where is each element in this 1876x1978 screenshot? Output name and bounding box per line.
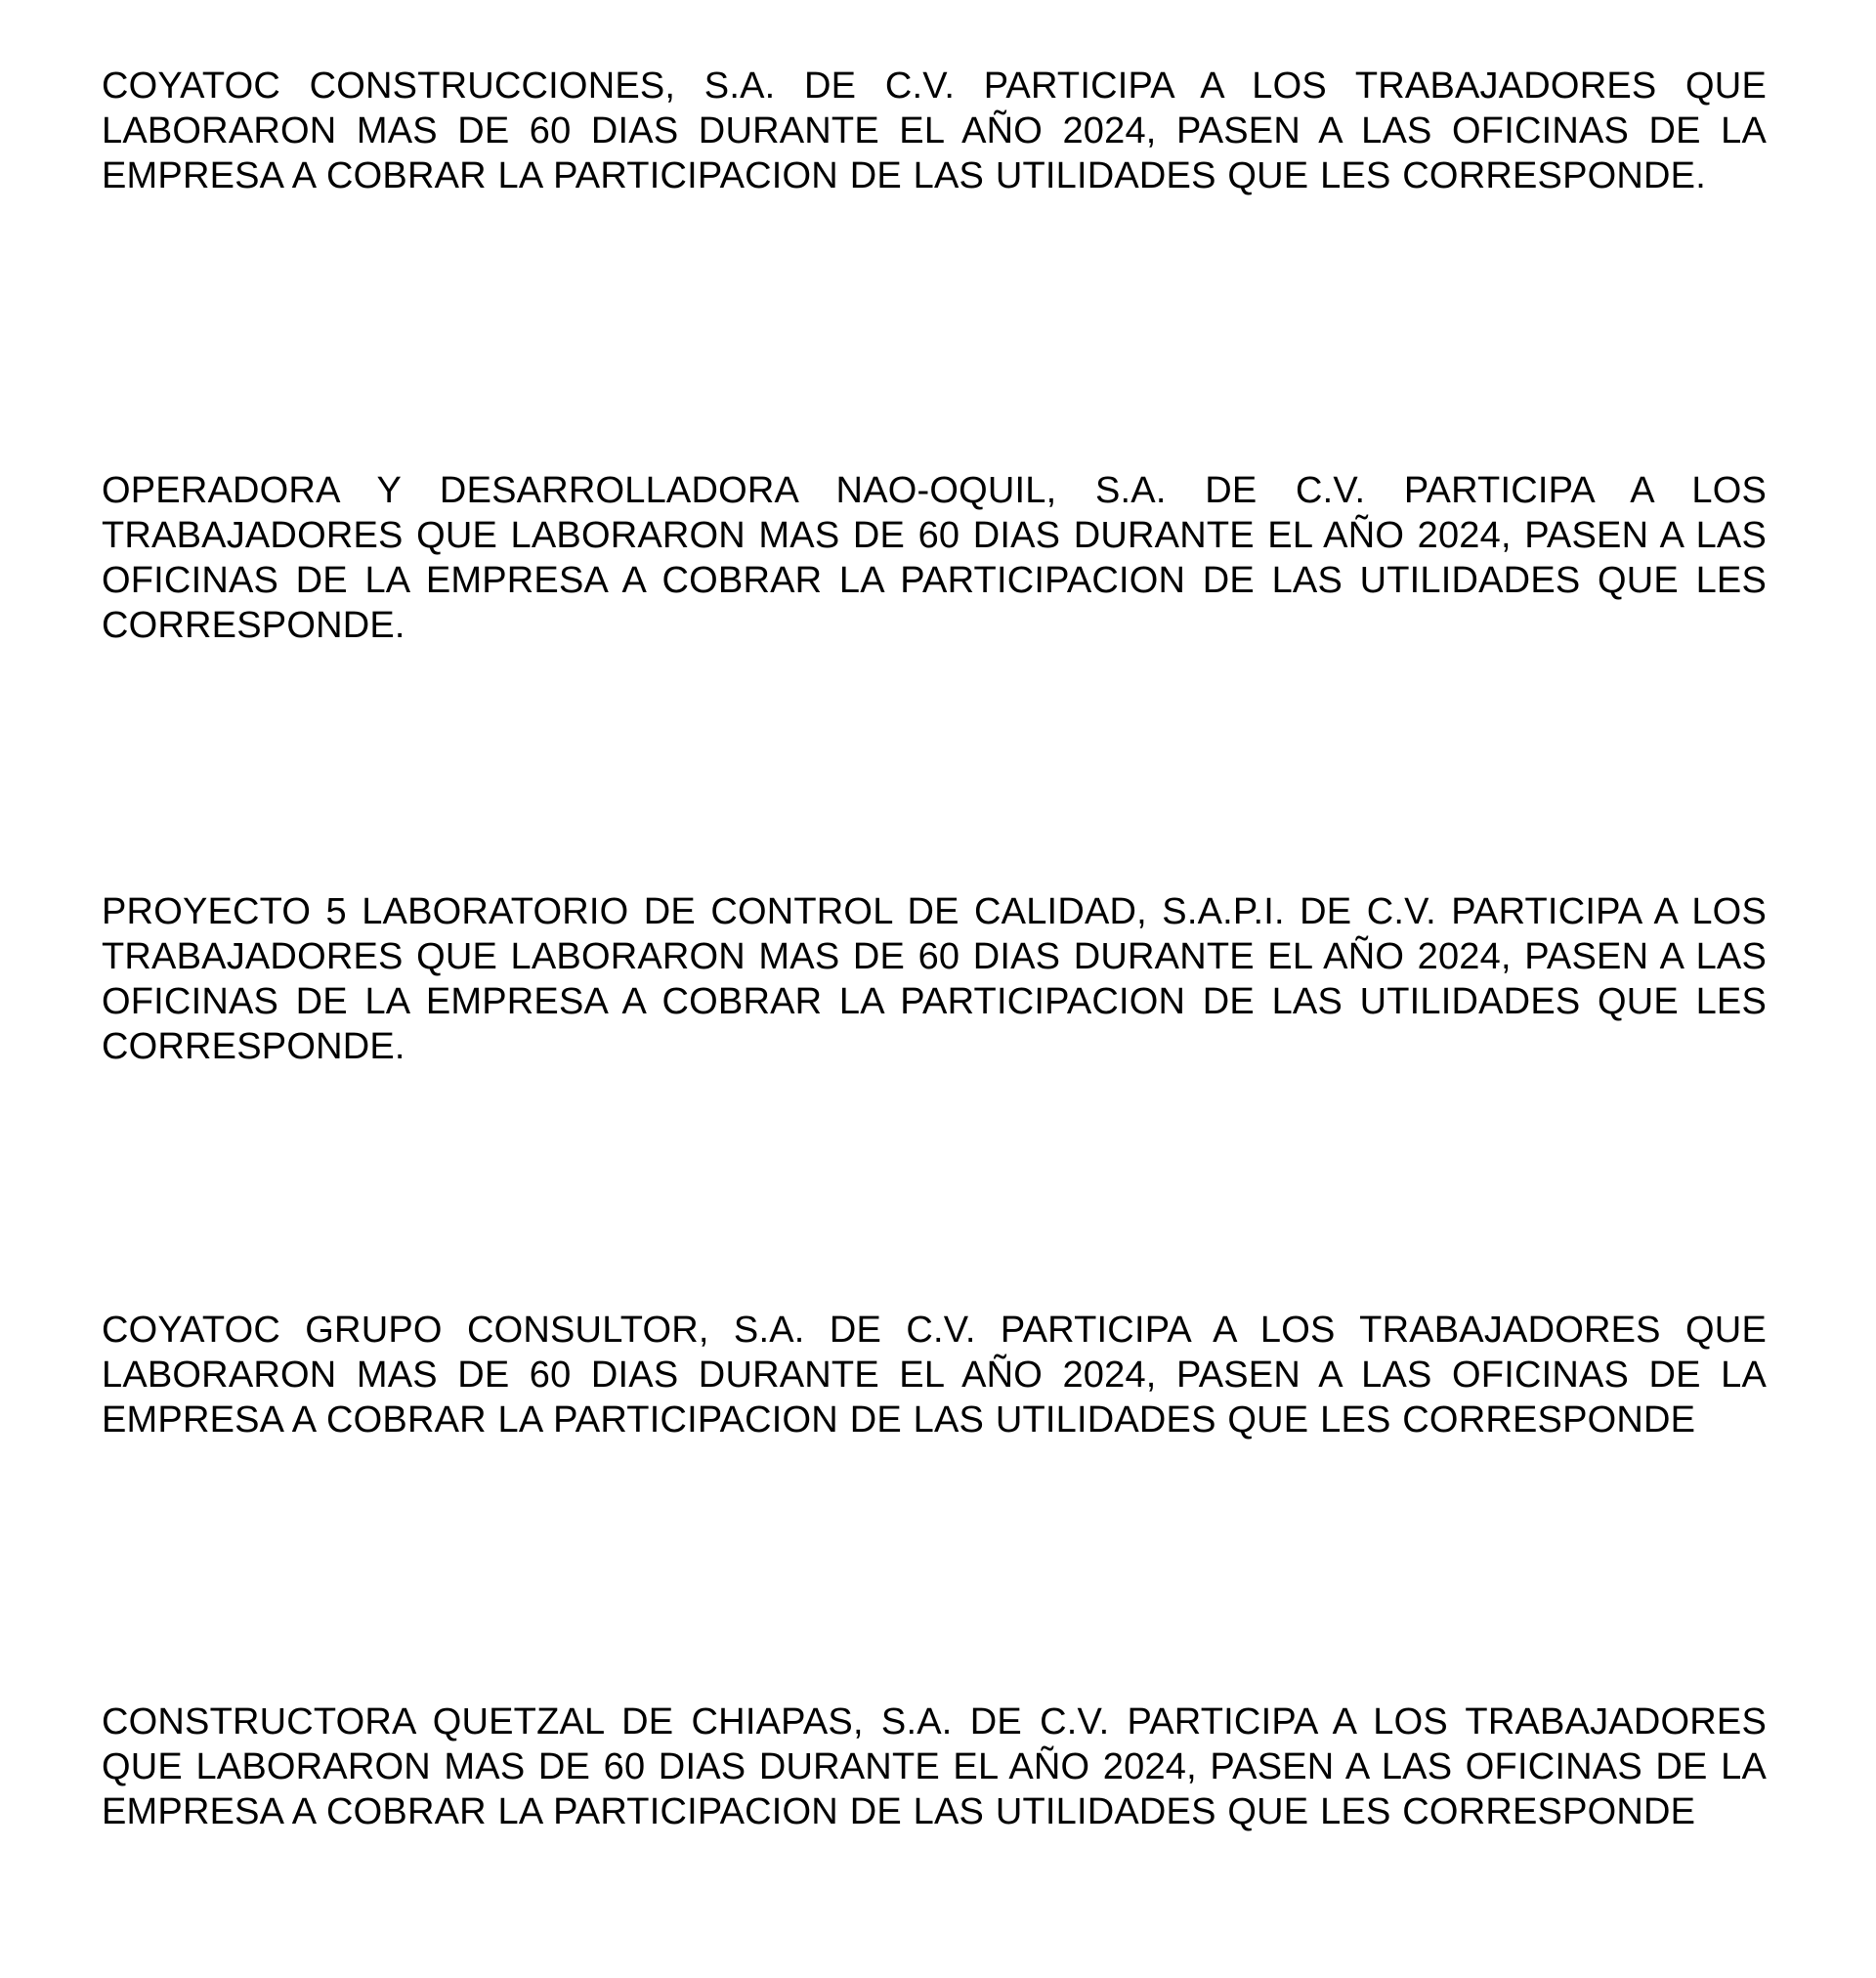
notice-paragraph: COYATOC GRUPO CONSULTOR, S.A. DE C.V. PARTICIPA A LOS TRABAJADORES QUE LABORARON MAS DE 60 DIAS DURANTE EL AÑO 2024, PASEN A LAS OFICINAS DE LA EMPRESA A COBRAR LA PARTICIPACION DE LAS UTILIDADES QUE LES CORRESPONDE — [102, 1310, 1767, 1440]
notice-paragraph: PROYECTO 5 LABORATORIO DE CONTROL DE CALIDAD, S.A.P.I. DE C.V. PARTICIPA A LOS TRABAJADORES QUE LABORARON MAS DE 60 DIAS DURANTE EL AÑO 2024, PASEN A LAS OFICINAS DE LA EMPRESA A COBRAR LA PARTICIPACION DE LAS UTILIDADES QUE LES CORRESPONDE. — [102, 891, 1767, 1067]
notice-paragraph: CONSTRUCTORA QUETZAL DE CHIAPAS, S.A. DE C.V. PARTICIPA A LOS TRABAJADORES QUE LABORARON MAS DE 60 DIAS DURANTE EL AÑO 2024, PASEN A LAS OFICINAS DE LA EMPRESA A COBRAR LA PARTICIPACION DE LAS UTILIDADES QUE LES CORRESPONDE — [102, 1701, 1767, 1832]
notice-paragraph: OPERADORA Y DESARROLLADORA NAO-OQUIL, S.A. DE C.V. PARTICIPA A LOS TRABAJADORES QUE LABORARON MAS DE 60 DIAS DURANTE EL AÑO 2024, PASEN A LAS OFICINAS DE LA EMPRESA A COBRAR LA PARTICIPACION DE LAS UTILIDADES QUE LES CORRESPONDE. — [102, 470, 1767, 646]
notice-paragraph: COYATOC CONSTRUCCIONES, S.A. DE C.V. PARTICIPA A LOS TRABAJADORES QUE LABORARON MAS DE 60 DIAS DURANTE EL AÑO 2024, PASEN A LAS OFICINAS DE LA EMPRESA A COBRAR LA PARTICIPACION DE LAS UTILIDADES QUE LES CORRESPONDE. — [102, 65, 1767, 196]
